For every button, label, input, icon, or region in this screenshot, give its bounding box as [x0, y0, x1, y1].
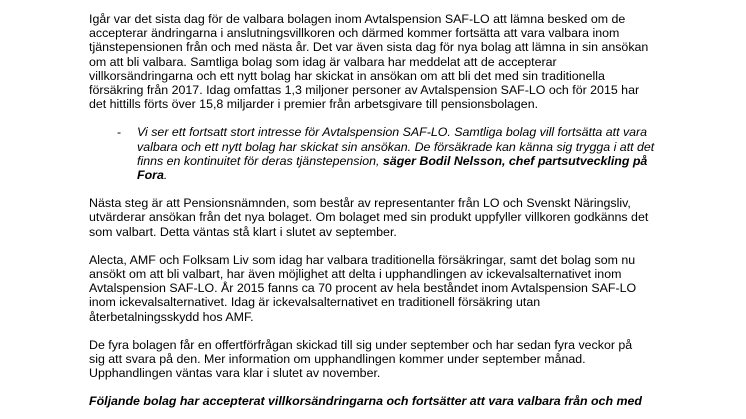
next-step-paragraph: Nästa steg är att Pensionsnämnden, som består av representanter från LO och Svenskt Näringsliv, utvärderar ansökan från det nya bolaget. Om bolaget med sin produkt uppfyller villkoren godkänns det som valbart. Detta väntas stå klart i slutet av september.: [89, 196, 649, 239]
procurement-paragraph: De fyra bolagen får en offertförfrågan skickad till sig under september och har sedan fyra veckor på sig att svara på den. Mer information om upphandlingen kommer under september månad. Upphandlingen väntas vara klar i slutet av november.: [89, 337, 633, 381]
companies-list-heading: Följande bolag har accepterat villkorsändringarna och fortsätter att vara valbara från och med: [89, 394, 642, 409]
document-page: [89, 12, 689, 409]
intro-paragraph: Igår var det sista dag för de valbara bolagen inom Avtalspension SAF-LO att lämna besked om de accepterar ändringarna i anslutningsvillkoren och därmed kommer fortsätta att vara valbara inom tjänstepensionen från och med nästa år. Det var även sista dag för nya bolag att lämna in sin ansökan om att bli valbara. Samtliga bolag som idag är valbara har meddelat att de accepterar villkorsändringarna och ett nytt bolag har skickat in ansökan om att bli det med sin traditionella försäkring från 2017. Idag omfattas 1,3 miljoner personer av Avtalspension SAF-LO och för 2015 har det hittills förts över 15,8 miljarder i premier från arbetsgivare till pensionsbolagen.: [89, 12, 649, 112]
quote-text: [137, 125, 672, 182]
quote-body: Vi ser ett fortsatt stort intresse för Avtalspension SAF-LO. Samtliga bolag vill fortsätta att vara valbara och ett nytt bolag har skickat sin ansökan. De försäkrade kan känna sig trygga i att det finns en kontinuitet för deras tjänstepension,: [137, 125, 655, 168]
quote-attribution: säger Bodil Nelsson, chef partsutveckling på Fora: [137, 153, 648, 183]
quote-end: .: [163, 168, 168, 183]
quote-block: [89, 125, 672, 182]
quote-bullet: -: [117, 125, 122, 140]
companies-paragraph: Alecta, AMF och Folksam Liv som idag har valbara traditionella försäkringar, samt det bolag som nu ansökt om att bli valbart, har även möjlighet att delta i upphandlingen av ickevalsalternativet inom Avtalspension SAF-LO. År 2015 fanns ca 70 procent av hela beståndet inom Avtalspension SAF-LO inom ickevalsalternativet. Idag är ickevalsalternativet en traditionell försäkring utan återbetalningsskydd hos AMF.: [89, 252, 637, 324]
